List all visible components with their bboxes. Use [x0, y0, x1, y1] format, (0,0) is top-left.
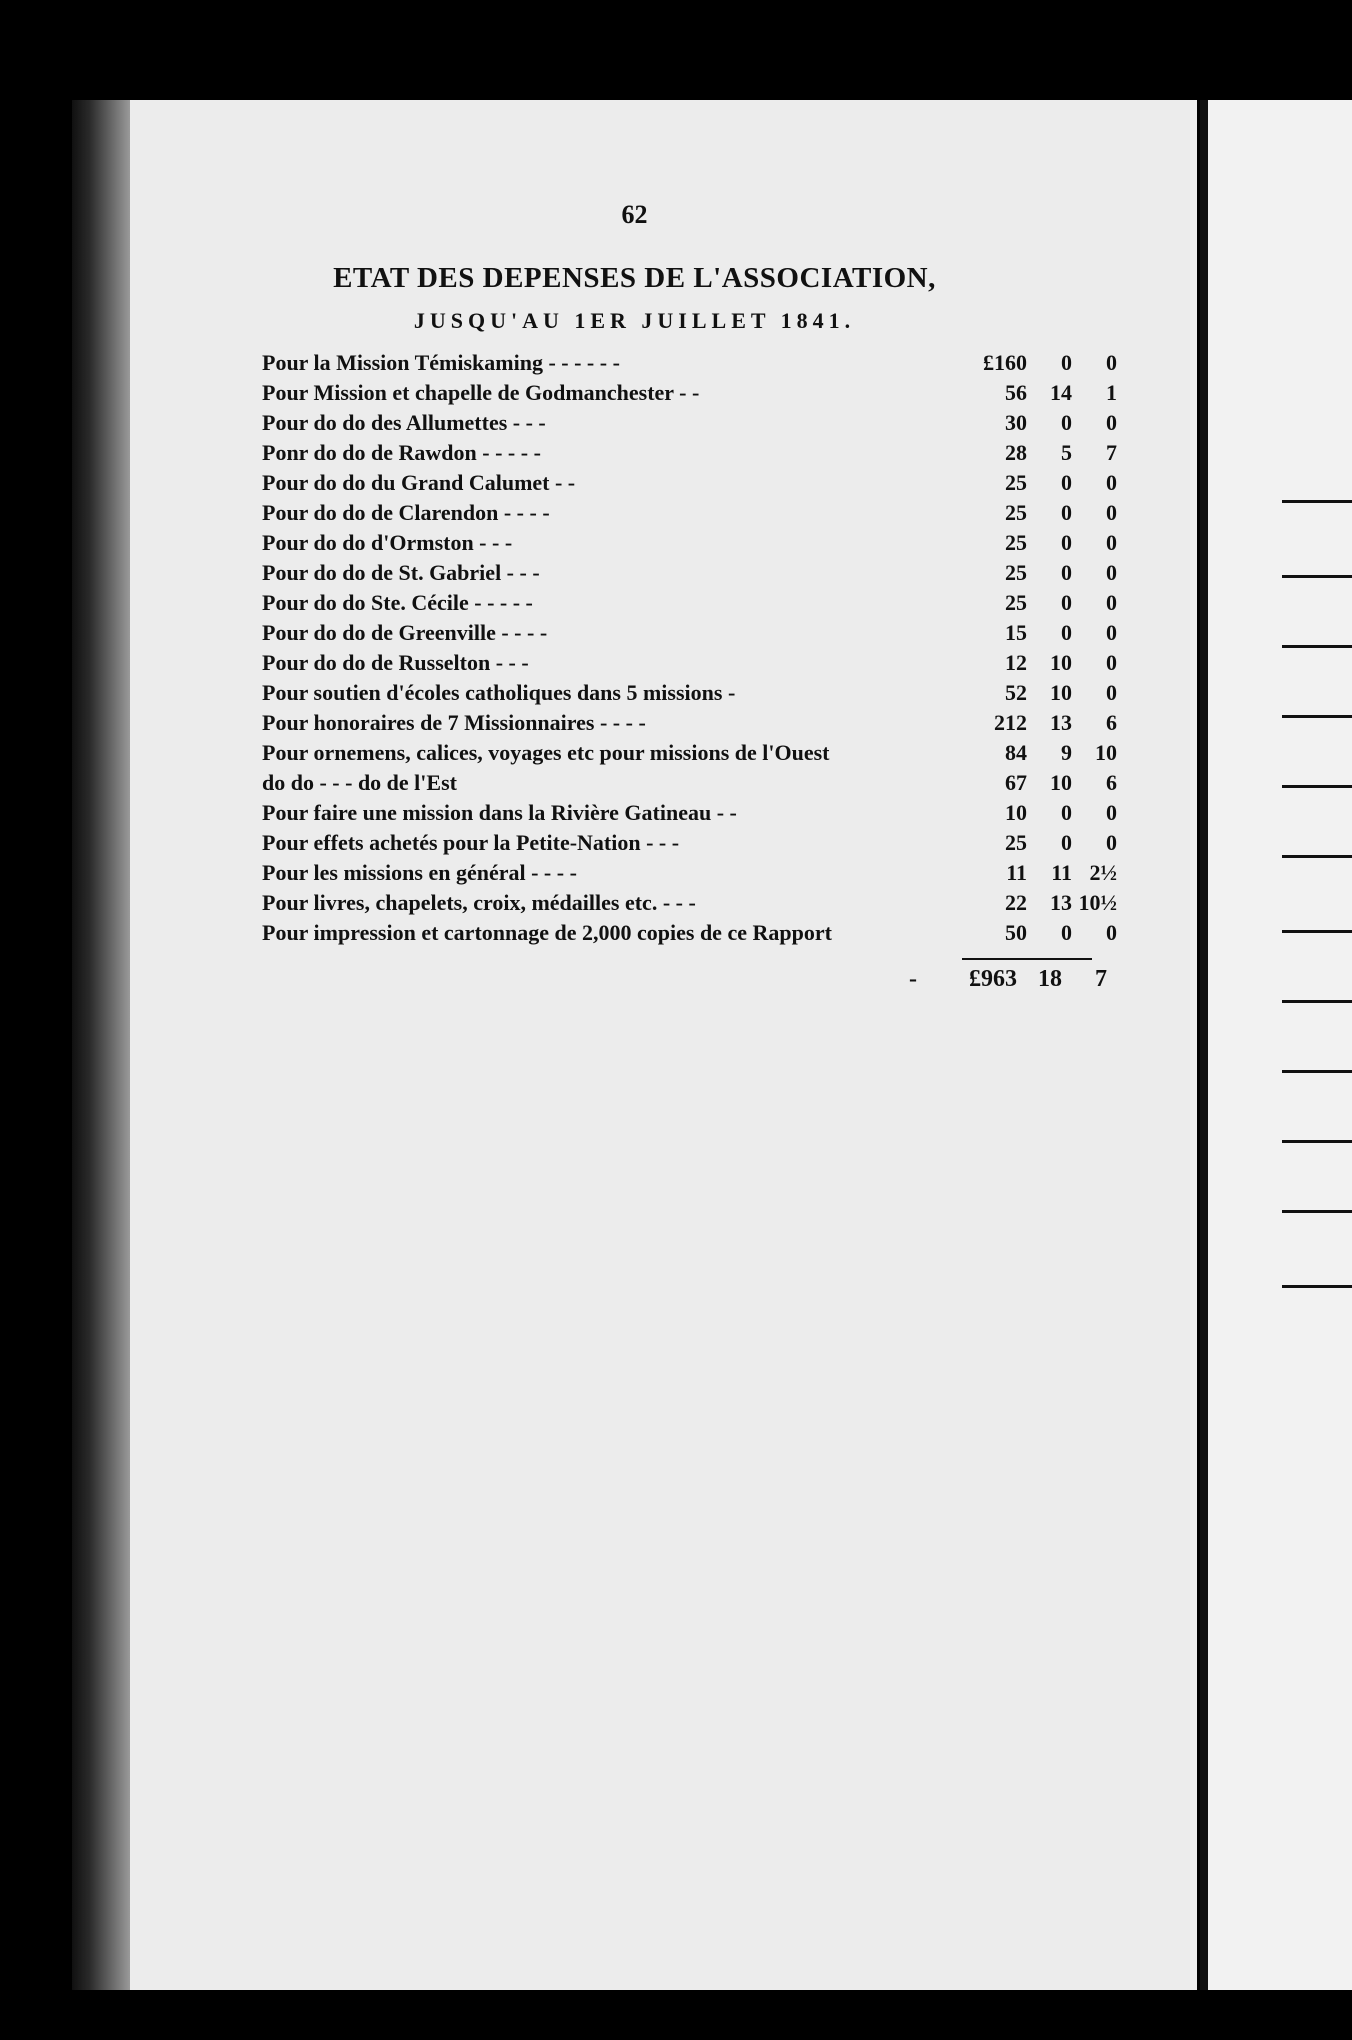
entry-description: Pour soutien d'écoles catholiques dans 5 missions - — [262, 680, 736, 705]
total-pence: 7 — [1095, 966, 1107, 992]
entry-pounds: 212 — [994, 710, 1027, 735]
document-page — [72, 100, 1197, 1990]
ledger-row — [262, 710, 1162, 740]
page-gutter-line — [1200, 100, 1208, 1990]
total-divider — [962, 958, 1092, 960]
entry-shillings: 0 — [1061, 410, 1072, 435]
page-title: ETAT DES DEPENSES DE L'ASSOCIATION, — [333, 262, 936, 294]
entry-description: Pour do do de St. Gabriel - - - — [262, 560, 540, 585]
entry-pence: 10 — [1095, 740, 1117, 765]
edge-rule — [1282, 1070, 1352, 1073]
entry-pounds: £160 — [983, 350, 1027, 375]
entry-pence: 0 — [1106, 590, 1117, 615]
entry-pounds: 25 — [1005, 560, 1027, 585]
entry-pence: 2½ — [1089, 860, 1117, 885]
page-subtitle: JUSQU'AU 1ER JUILLET 1841. — [413, 308, 856, 333]
ledger-row — [262, 530, 1162, 560]
entry-shillings: 14 — [1050, 380, 1072, 405]
entry-shillings: 0 — [1061, 620, 1072, 645]
book-spine — [72, 100, 130, 1990]
entry-pounds: 30 — [1005, 410, 1027, 435]
ledger-row — [262, 350, 1162, 380]
ledger-row — [262, 890, 1162, 920]
entry-description: Pour honoraires de 7 Missionnaires - - - - — [262, 710, 646, 735]
entry-shillings: 0 — [1061, 920, 1072, 945]
facing-page-edge — [1200, 100, 1352, 1990]
ledger-row — [262, 860, 1162, 890]
total-row — [262, 966, 1162, 1000]
entry-pence: 0 — [1106, 530, 1117, 555]
entry-description: Pour les missions en général - - - - — [262, 860, 577, 885]
ledger-row — [262, 380, 1162, 410]
entry-pence: 6 — [1106, 710, 1117, 735]
entry-pence: 0 — [1106, 830, 1117, 855]
edge-rule — [1282, 645, 1352, 648]
edge-rule — [1282, 855, 1352, 858]
entry-pounds: 50 — [1005, 920, 1027, 945]
entry-shillings: 0 — [1061, 500, 1072, 525]
entry-shillings: 9 — [1061, 740, 1072, 765]
ledger-row — [262, 620, 1162, 650]
ledger-rows — [262, 350, 1162, 950]
entry-pence: 6 — [1106, 770, 1117, 795]
entry-shillings: 0 — [1061, 830, 1072, 855]
ledger-row — [262, 680, 1162, 710]
entry-pounds: 25 — [1005, 530, 1027, 555]
entry-pence: 0 — [1106, 560, 1117, 585]
entry-pence: 1 — [1106, 380, 1117, 405]
entry-description: Pour impression et cartonnage de 2,000 copies de ce Rapport — [262, 920, 832, 945]
ledger-row — [262, 440, 1162, 470]
entry-shillings: 0 — [1061, 470, 1072, 495]
ledger-row — [262, 770, 1162, 800]
entry-description: Pour do do de Russelton - - - — [262, 650, 529, 675]
edge-rule — [1282, 575, 1352, 578]
entry-pounds: 12 — [1005, 650, 1027, 675]
edge-rule — [1282, 1140, 1352, 1143]
entry-shillings: 0 — [1061, 350, 1072, 375]
entry-pence: 0 — [1106, 650, 1117, 675]
ledger-row — [262, 740, 1162, 770]
entry-shillings: 13 — [1050, 890, 1072, 915]
entry-description: Pour do do du Grand Calumet - - — [262, 470, 576, 495]
ledger-row — [262, 920, 1162, 950]
entry-description: Pour do do de Greenville - - - - — [262, 620, 548, 645]
edge-rule — [1282, 715, 1352, 718]
entry-pounds: 67 — [1005, 770, 1027, 795]
edge-rule — [1282, 500, 1352, 503]
ledger-row — [262, 560, 1162, 590]
ledger-row — [262, 500, 1162, 530]
entry-pounds: 56 — [1005, 380, 1027, 405]
entry-pence: 0 — [1106, 920, 1117, 945]
ledger-row — [262, 470, 1162, 500]
entry-description: Pour do do d'Ormston - - - — [262, 530, 513, 555]
entry-pence: 0 — [1106, 800, 1117, 825]
ledger-row — [262, 830, 1162, 860]
entry-pounds: 10 — [1005, 800, 1027, 825]
entry-pounds: 25 — [1005, 830, 1027, 855]
ledger-row — [262, 800, 1162, 830]
entry-shillings: 0 — [1061, 530, 1072, 555]
entry-pounds: 25 — [1005, 470, 1027, 495]
entry-description: Pour la Mission Témiskaming - - - - - - — [262, 350, 620, 375]
entry-pence: 10½ — [1078, 890, 1117, 915]
entry-shillings: 0 — [1061, 560, 1072, 585]
entry-shillings: 10 — [1050, 770, 1072, 795]
entry-description: Pour ornemens, calices, voyages etc pour missions de l'Ouest — [262, 740, 830, 765]
entry-shillings: 11 — [1051, 860, 1072, 885]
total-pounds: £963 — [969, 966, 1017, 992]
edge-rule — [1282, 785, 1352, 788]
entry-description: Pour do do des Allumettes - - - — [262, 410, 546, 435]
total-dash: - — [909, 966, 917, 992]
edge-rule — [1282, 930, 1352, 933]
entry-pounds: 11 — [1006, 860, 1027, 885]
expense-ledger — [262, 350, 1162, 1000]
entry-pounds: 52 — [1005, 680, 1027, 705]
edge-rule — [1282, 1210, 1352, 1213]
entry-pence: 7 — [1106, 440, 1117, 465]
page-number: 62 — [621, 200, 648, 229]
entry-pounds: 25 — [1005, 500, 1027, 525]
entry-shillings: 13 — [1050, 710, 1072, 735]
entry-description: Pour do do Ste. Cécile - - - - - — [262, 590, 533, 615]
entry-pounds: 84 — [1005, 740, 1027, 765]
entry-pounds: 28 — [1005, 440, 1027, 465]
entry-pence: 0 — [1106, 620, 1117, 645]
entry-description: Ponr do do de Rawdon - - - - - — [262, 440, 541, 465]
ledger-row — [262, 650, 1162, 680]
entry-pence: 0 — [1106, 350, 1117, 375]
entry-shillings: 10 — [1050, 680, 1072, 705]
entry-description: Pour faire une mission dans la Rivière Gatineau - - — [262, 800, 737, 825]
entry-description: Pour do do de Clarendon - - - - — [262, 500, 550, 525]
entry-shillings: 0 — [1061, 800, 1072, 825]
entry-pounds: 15 — [1005, 620, 1027, 645]
entry-pounds: 25 — [1005, 590, 1027, 615]
entry-description: do do - - - do de l'Est — [262, 770, 457, 795]
entry-shillings: 5 — [1061, 440, 1072, 465]
entry-description: Pour Mission et chapelle de Godmanchester - - — [262, 380, 700, 405]
entry-shillings: 10 — [1050, 650, 1072, 675]
entry-pence: 0 — [1106, 470, 1117, 495]
ledger-row — [262, 590, 1162, 620]
entry-pence: 0 — [1106, 500, 1117, 525]
ledger-row — [262, 410, 1162, 440]
entry-shillings: 0 — [1061, 590, 1072, 615]
entry-pence: 0 — [1106, 410, 1117, 435]
bleed-through-text — [332, 1040, 1172, 1920]
entry-pounds: 22 — [1005, 890, 1027, 915]
entry-description: Pour effets achetés pour la Petite-Nation - - - — [262, 830, 680, 855]
total-shillings: 18 — [1038, 966, 1062, 992]
edge-rule — [1282, 1000, 1352, 1003]
edge-rule — [1282, 1285, 1352, 1288]
entry-pence: 0 — [1106, 680, 1117, 705]
entry-description: Pour livres, chapelets, croix, médailles etc. - - - — [262, 890, 696, 915]
